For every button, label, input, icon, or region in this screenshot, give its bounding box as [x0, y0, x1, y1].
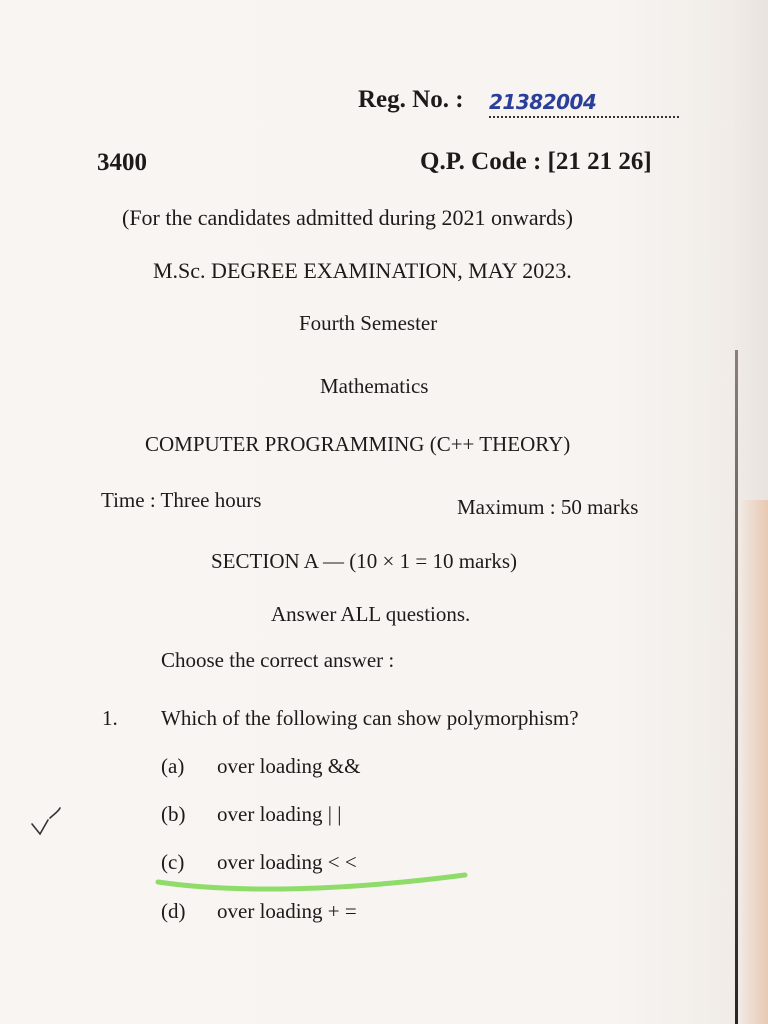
green-highlight-underline — [150, 860, 480, 900]
exam-duration: Time : Three hours — [101, 488, 262, 512]
section-heading: SECTION A — (10 × 1 = 10 marks) — [211, 549, 518, 573]
option-b-label: (b) — [161, 802, 186, 826]
admission-note: (For the candidates admitted during 2021 onwards) — [122, 205, 573, 230]
section-sub-instruction: Choose the correct answer : — [161, 648, 395, 672]
semester-title: Fourth Semester — [299, 311, 438, 335]
reg-no-dotted-line — [489, 114, 679, 118]
maximum-marks: Maximum : 50 marks — [457, 495, 639, 519]
handwritten-tick-icon — [28, 802, 68, 842]
page-edge-line — [735, 350, 738, 1024]
reg-no-handwritten-value: 21382004 — [489, 90, 597, 114]
option-d-label: (d) — [161, 899, 186, 923]
reg-no-label: Reg. No. : — [358, 86, 464, 113]
question-text: Which of the following can show polymorphism? — [161, 706, 579, 730]
course-title: COMPUTER PROGRAMMING (C++ THEORY) — [145, 432, 571, 456]
option-a-label: (a) — [161, 754, 185, 778]
option-c-text: over loading < < — [217, 850, 357, 874]
option-a-text: over loading && — [217, 754, 361, 778]
question-number: 1. — [102, 706, 118, 730]
option-c-label: (c) — [161, 850, 185, 874]
paper-code: 3400 — [97, 149, 147, 176]
section-instruction: Answer ALL questions. — [271, 602, 471, 626]
subject-title: Mathematics — [320, 374, 429, 398]
degree-title: M.Sc. DEGREE EXAMINATION, MAY 2023. — [153, 258, 572, 283]
page-edge-shadow — [742, 500, 768, 1024]
option-b-text: over loading | | — [217, 802, 342, 826]
option-d-text: over loading + = — [217, 899, 357, 923]
qp-code: Q.P. Code : [21 21 26] — [420, 148, 652, 175]
